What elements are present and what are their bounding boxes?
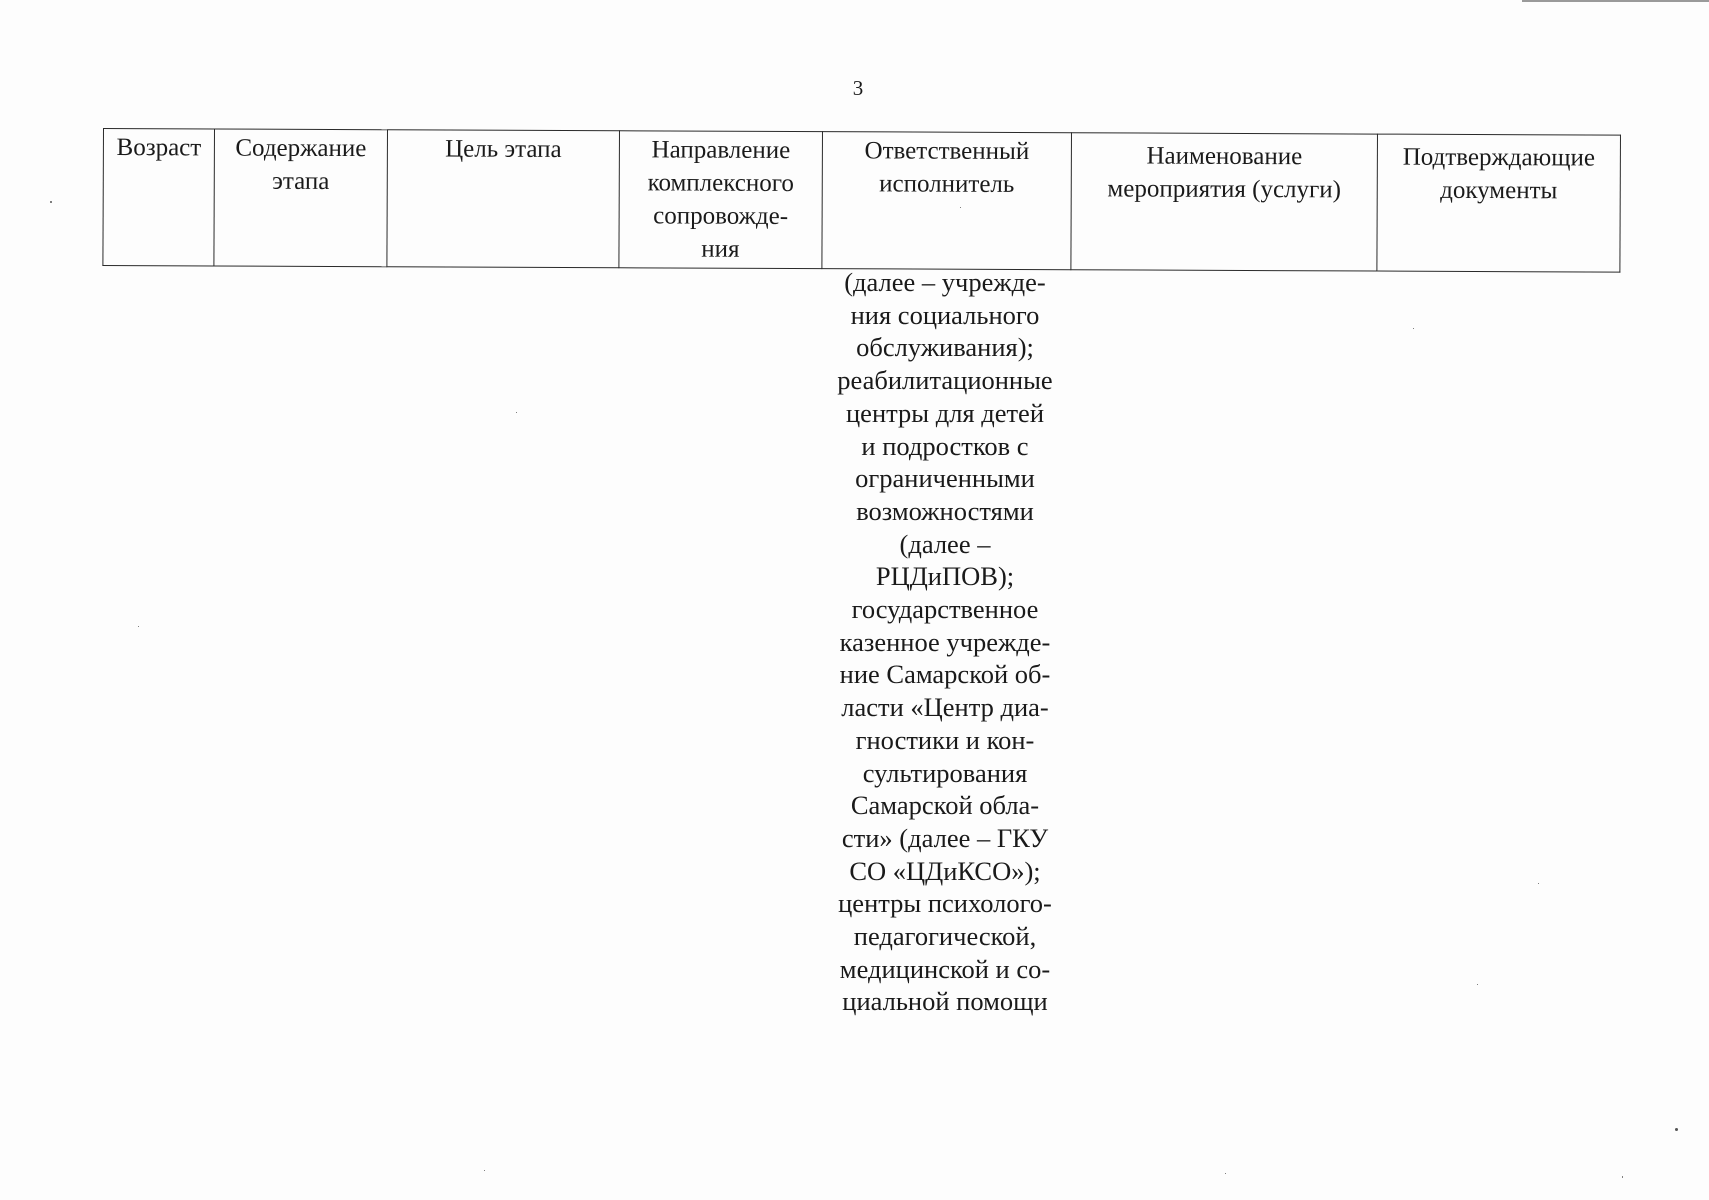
text-line: РЦДиПОВ); (875, 561, 1015, 592)
text-line: сультирования (862, 757, 1028, 788)
header-line: этапа (272, 167, 330, 195)
header-cell-responsible-executor (822, 132, 1072, 270)
header-line: Подтверждающие (1402, 143, 1596, 172)
scan-speck (1538, 883, 1539, 884)
scan-speck (484, 1170, 485, 1171)
scan-speck (1675, 1128, 1678, 1131)
header-line: Ответственный (864, 137, 1030, 166)
scan-speck (1413, 328, 1414, 329)
header-cell-stage-content (214, 129, 388, 267)
text-line: обслуживания); (856, 332, 1034, 363)
header-cell-confirming-documents (1377, 134, 1621, 272)
header-line: документы (1440, 176, 1558, 205)
scan-speck (960, 207, 961, 208)
scan-speck (516, 412, 517, 413)
header-line: исполнитель (879, 170, 1015, 198)
header-line: сопровожде- (653, 202, 789, 230)
text-line: Самарской обла- (850, 790, 1040, 821)
text-line: центры для детей (846, 397, 1044, 428)
text-line: сти» (далее – ГКУ (841, 822, 1049, 853)
scan-speck (138, 626, 139, 627)
header-line: Содержание (235, 134, 367, 163)
header-line: комплексного (647, 169, 794, 198)
scan-speck (1477, 984, 1478, 985)
text-line: педагогической, (853, 921, 1037, 952)
header-cell-age (103, 129, 215, 266)
text-line: циальной помощи (842, 986, 1048, 1017)
text-line: ния социального (850, 299, 1040, 330)
table-header (102, 128, 1621, 273)
header-line: Направление (651, 136, 791, 164)
header-cell-stage-goal (387, 130, 620, 268)
scan-edge-line (1522, 0, 1709, 2)
scan-speck (1622, 1176, 1623, 1178)
header-cell-event-name (1071, 133, 1378, 271)
text-line: и подростков с (861, 430, 1029, 461)
scan-speck (1225, 1173, 1226, 1174)
text-line: казенное учрежде- (839, 626, 1051, 657)
text-line: государственное (851, 594, 1039, 625)
scan-speck (50, 201, 52, 203)
text-line: (далее – (899, 528, 991, 559)
text-line: (далее – учрежде- (844, 267, 1046, 297)
header-cell-support-direction (619, 131, 823, 269)
text-line: ние Самарской об- (839, 659, 1051, 690)
text-line: медицинской и со- (839, 953, 1051, 984)
responsible-executor-text (800, 266, 1090, 1018)
text-line: возможностями (856, 495, 1034, 526)
text-line: гностики и кон- (855, 724, 1035, 755)
page-number: 3 (852, 76, 864, 100)
text-line: центры психолого- (838, 888, 1052, 919)
text-line: реабилитационные (837, 365, 1053, 396)
header-line: Возраст (116, 134, 202, 162)
header-line: Цель этапа (445, 135, 562, 164)
header-line: Наименование (1146, 142, 1303, 171)
header-line: ния (701, 235, 740, 263)
header-row (103, 129, 1621, 273)
text-line: СО «ЦДиКСО»); (849, 855, 1041, 886)
text-line: ласти «Центр диа- (841, 692, 1049, 723)
header-line: мероприятия (услуги) (1107, 175, 1342, 204)
text-line: ограниченными (855, 463, 1035, 494)
